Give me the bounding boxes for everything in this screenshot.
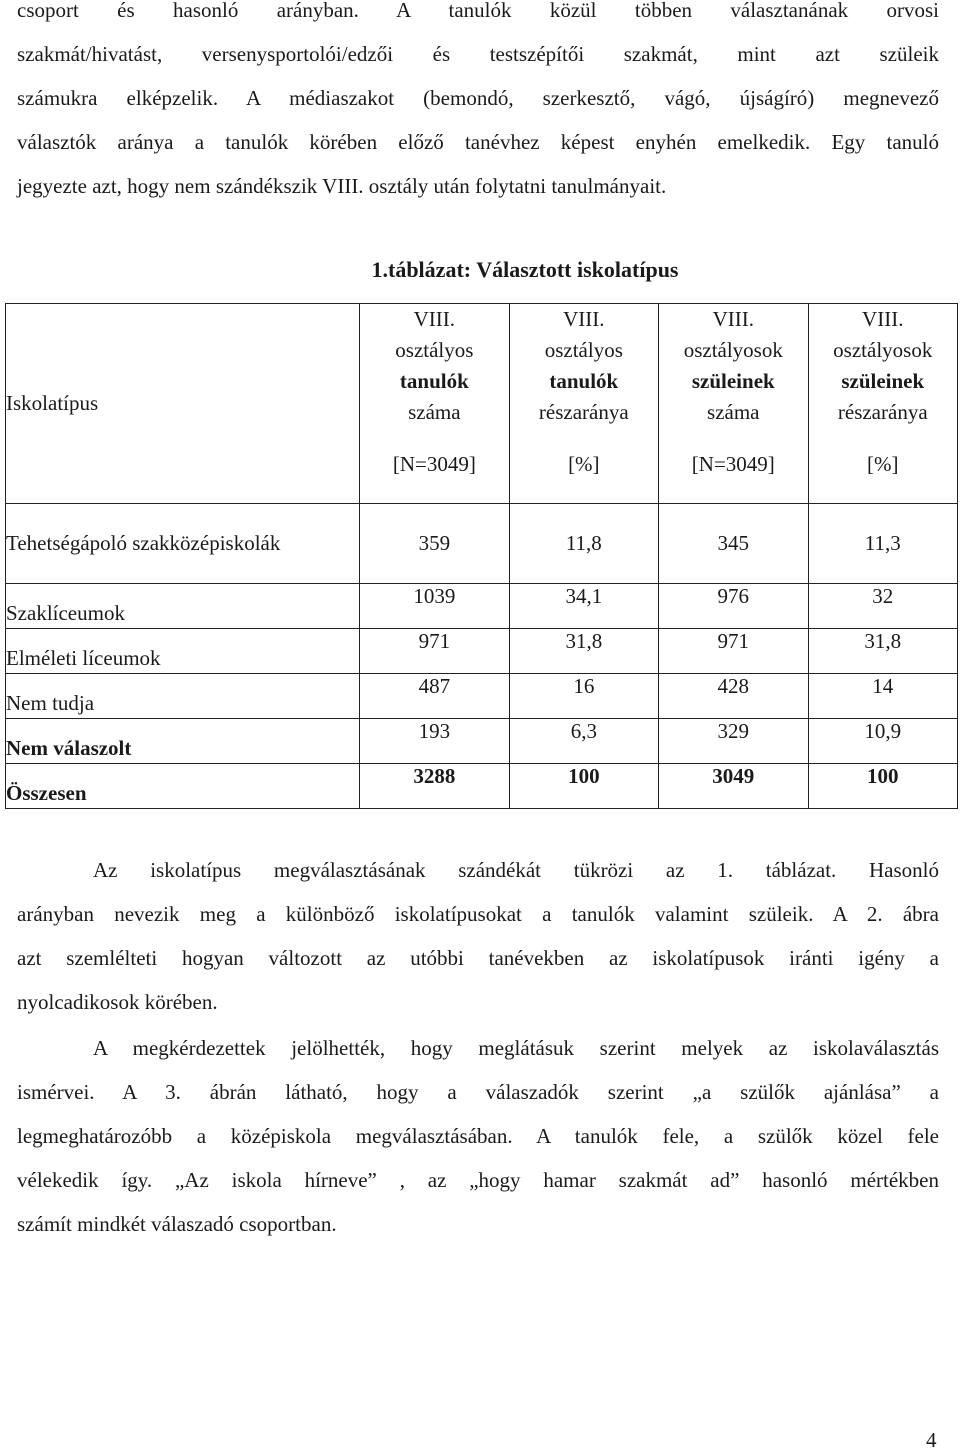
cell-value: 11,8 [509, 504, 658, 584]
header-line: szüleinek [691, 369, 775, 393]
header-line: tanulók [399, 369, 469, 393]
cell-value: 971 [659, 629, 808, 674]
cell-value: 34,1 [509, 584, 658, 629]
header-line: osztályosok [683, 338, 783, 362]
cell-value: 345 [659, 504, 808, 584]
header-line: száma [707, 400, 760, 424]
text-line: nyolcadikosok körében. [17, 990, 218, 1014]
cell-value: 6,3 [509, 719, 658, 764]
cell-value: 32 [808, 584, 957, 629]
header-line: részaránya [837, 400, 928, 424]
text-line: Az iskolatípus megválasztásának szándékát tükrözi az 1. táblázat. Hasonló [93, 858, 939, 882]
row-label: Tehetségápoló szakközépiskolák [6, 504, 360, 584]
header-line: VIII. [712, 307, 754, 331]
text-line: jegyezte azt, hogy nem szándékszik VIII. osztály után folytatni tanulmányait. [17, 174, 667, 198]
cell-value: 31,8 [509, 629, 658, 674]
column-header-student-count [360, 304, 509, 504]
cell-value: 10,9 [808, 719, 957, 764]
text-line: vélekedik így. „Az iskola hírneve” , az „hogy hamar szakmát ad” hasonló mértékben [17, 1168, 939, 1192]
table-row [6, 674, 958, 719]
column-header-parent-share [808, 304, 957, 504]
row-label: Szaklíceumok [6, 584, 360, 629]
header-sample-size: [N=3049] [392, 452, 476, 476]
row-label: Összesen [6, 764, 360, 809]
table-row [6, 504, 958, 584]
cell-value: 31,8 [808, 629, 957, 674]
row-label: Nem válaszolt [6, 719, 360, 764]
text-line: számít mindkét válaszadó csoportban. [17, 1212, 337, 1236]
table-caption: 1.táblázat: Választott iskolatípus [371, 257, 679, 282]
paragraph-top [17, 0, 939, 208]
cell-value: 100 [808, 764, 957, 809]
column-header-parent-count [659, 304, 808, 504]
header-line: részaránya [538, 400, 629, 424]
paragraph-bottom [17, 1026, 939, 1246]
cell-value: 329 [659, 719, 808, 764]
text-line: szakmát/hivatást, versenysportolói/edzői és testszépítői szakmát, mint azt szüleik [17, 42, 939, 66]
header-line: tanulók [549, 369, 619, 393]
table-row [6, 719, 958, 764]
header-line: szüleinek [841, 369, 925, 393]
cell-value: 359 [360, 504, 509, 584]
cell-value: 100 [509, 764, 658, 809]
text-line: azt szemlélteti hogyan változott az utóbbi tanévekben az iskolatípusok iránti igény a [17, 946, 939, 970]
cell-value: 487 [360, 674, 509, 719]
table-row-total [6, 764, 958, 809]
cell-value: 3049 [659, 764, 808, 809]
text-line: csoport és hasonló arányban. A tanulók közül többen választanának orvosi [17, 0, 939, 22]
cell-value: 11,3 [808, 504, 957, 584]
text-line: arányban nevezik meg a különböző iskolatípusokat a tanulók valamint szüleik. A 2. ábra [17, 902, 939, 926]
cell-value: 193 [360, 719, 509, 764]
header-unit: [%] [568, 452, 600, 476]
header-line: VIII. [413, 307, 456, 331]
cell-value: 16 [509, 674, 658, 719]
text-line: legmeghatározóbb a középiskola megválasztásában. A tanulók fele, a szülők közel fele [17, 1124, 939, 1148]
text-line: választók aránya a tanulók körében előző tanévhez képest enyhén emelkedik. Egy tanuló [17, 130, 939, 154]
header-line: VIII. [862, 307, 904, 331]
header-line: VIII. [563, 307, 605, 331]
table-row [6, 629, 958, 674]
row-label: Nem tudja [6, 674, 360, 719]
header-line: osztályos [544, 338, 623, 362]
header-sample-size: [N=3049] [691, 452, 775, 476]
cell-value: 14 [808, 674, 957, 719]
column-header-student-share [509, 304, 658, 504]
header-line: osztályos [395, 338, 474, 362]
paragraph-middle [17, 848, 939, 1024]
table-row [6, 584, 958, 629]
header-line: osztályosok [833, 338, 933, 362]
school-type-table [5, 303, 958, 809]
page-number: 4 [926, 1428, 937, 1452]
cell-value: 1039 [360, 584, 509, 629]
cell-value: 971 [360, 629, 509, 674]
column-header-school-type: Iskolatípus [6, 304, 360, 504]
row-label: Elméleti líceumok [6, 629, 360, 674]
text-line: számukra elképzelik. A médiaszakot (bemondó, szerkesztő, vágó, újságíró) megnevező [17, 86, 939, 110]
header-line: száma [408, 400, 461, 424]
cell-value: 976 [659, 584, 808, 629]
text-line: A megkérdezettek jelölhették, hogy meglátásuk szerint melyek az iskolaválasztás [93, 1036, 939, 1060]
cell-value: 428 [659, 674, 808, 719]
text-line: ismérvei. A 3. ábrán látható, hogy a válaszadók szerint „a szülők ajánlása” a [17, 1080, 939, 1104]
header-unit: [%] [867, 452, 899, 476]
cell-value: 3288 [360, 764, 509, 809]
